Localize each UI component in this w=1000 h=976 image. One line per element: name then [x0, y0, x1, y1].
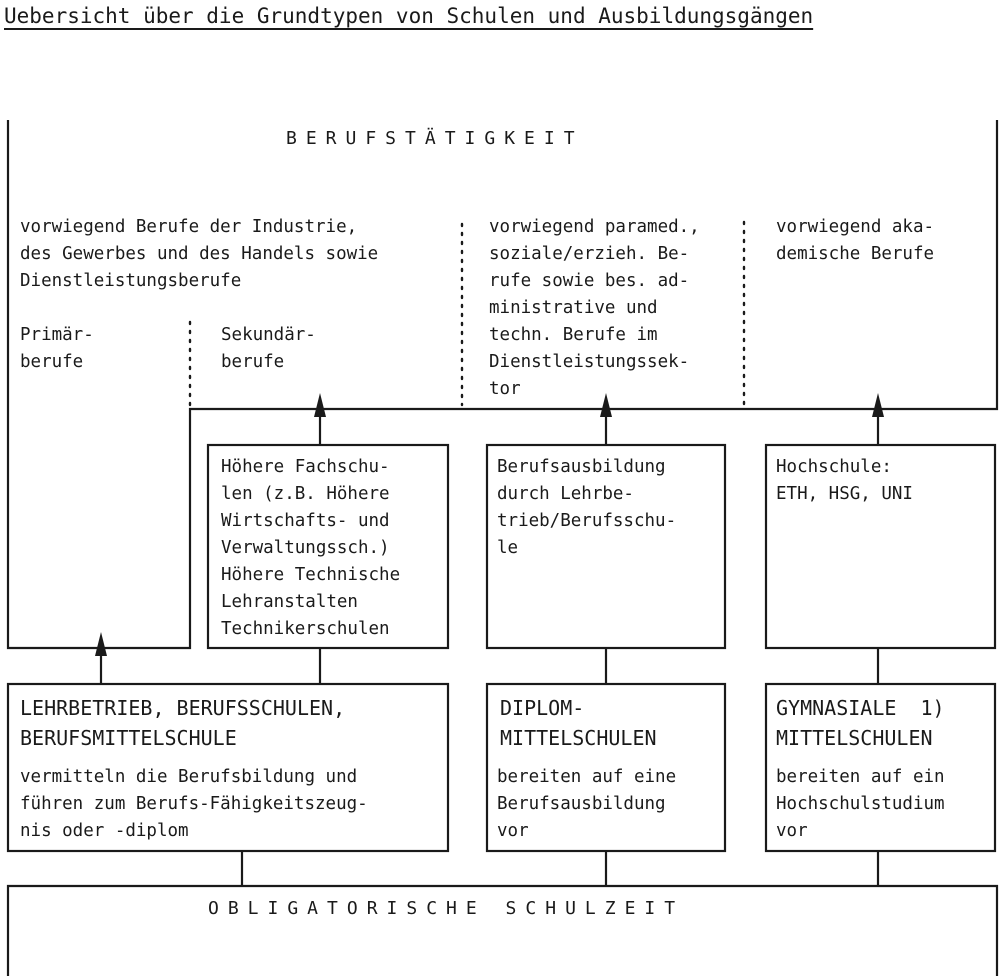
lehrbetrieb-text: vermitteln die Berufsbildung und führen zum Berufs-Fähigkeitszeug- nis oder -diplom — [20, 767, 368, 841]
hochschule-text: Hochschule: ETH, HSG, UNI — [776, 457, 913, 504]
lehrbetrieb-title: LEHRBETRIEB, BERUFSSCHULEN, BERUFSMITTELSCHULE — [20, 696, 346, 750]
diplom-text: bereiten auf eine Berufsausbildung vor — [497, 767, 677, 841]
arrowhead-sekundaer — [314, 393, 326, 417]
academic-berufe-text: vorwiegend aka- demische Berufe — [776, 217, 935, 264]
obligatorische-schulzeit-heading: OBLIGATORISCHE SCHULZEIT — [208, 898, 685, 919]
arrowhead-academic — [872, 393, 884, 417]
gymnasiale-text: bereiten auf ein Hochschulstudium vor — [776, 767, 945, 841]
arrowhead-primaer — [95, 632, 107, 656]
industry-berufe-text: vorwiegend Berufe der Industrie, des Gewerbes und des Handels sowie Dienstleistungsberufe — [20, 217, 379, 291]
berufsausbildung-text: Berufsausbildung durch Lehrbe- trieb/Berufsschu- le — [497, 457, 677, 558]
sekundaer-berufe-label: Sekundär- berufe — [221, 325, 316, 372]
berufstaetigkeit-heading: BERUFSTÄTIGKEIT — [286, 128, 584, 149]
paramed-berufe-text: vorwiegend paramed., soziale/erzieh. Be- rufe sowie bes. ad- ministrative und techn. Berufe im Dienstleistungssek- tor — [489, 217, 700, 399]
page-title: Uebersicht über die Grundtypen von Schulen und Ausbildungsgängen — [4, 4, 814, 28]
gymnasiale-title: GYMNASIALE 1) MITTELSCHULEN — [776, 696, 945, 750]
hoehere-fachschulen-text: Höhere Fachschu- len (z.B. Höhere Wirtschafts- und Verwaltungssch.) Höhere Technische Lehranstalten Technikerschulen — [221, 457, 401, 639]
diplom-title: DIPLOM- MITTELSCHULEN — [500, 696, 657, 750]
primaer-berufe-label: Primär- berufe — [20, 325, 94, 372]
